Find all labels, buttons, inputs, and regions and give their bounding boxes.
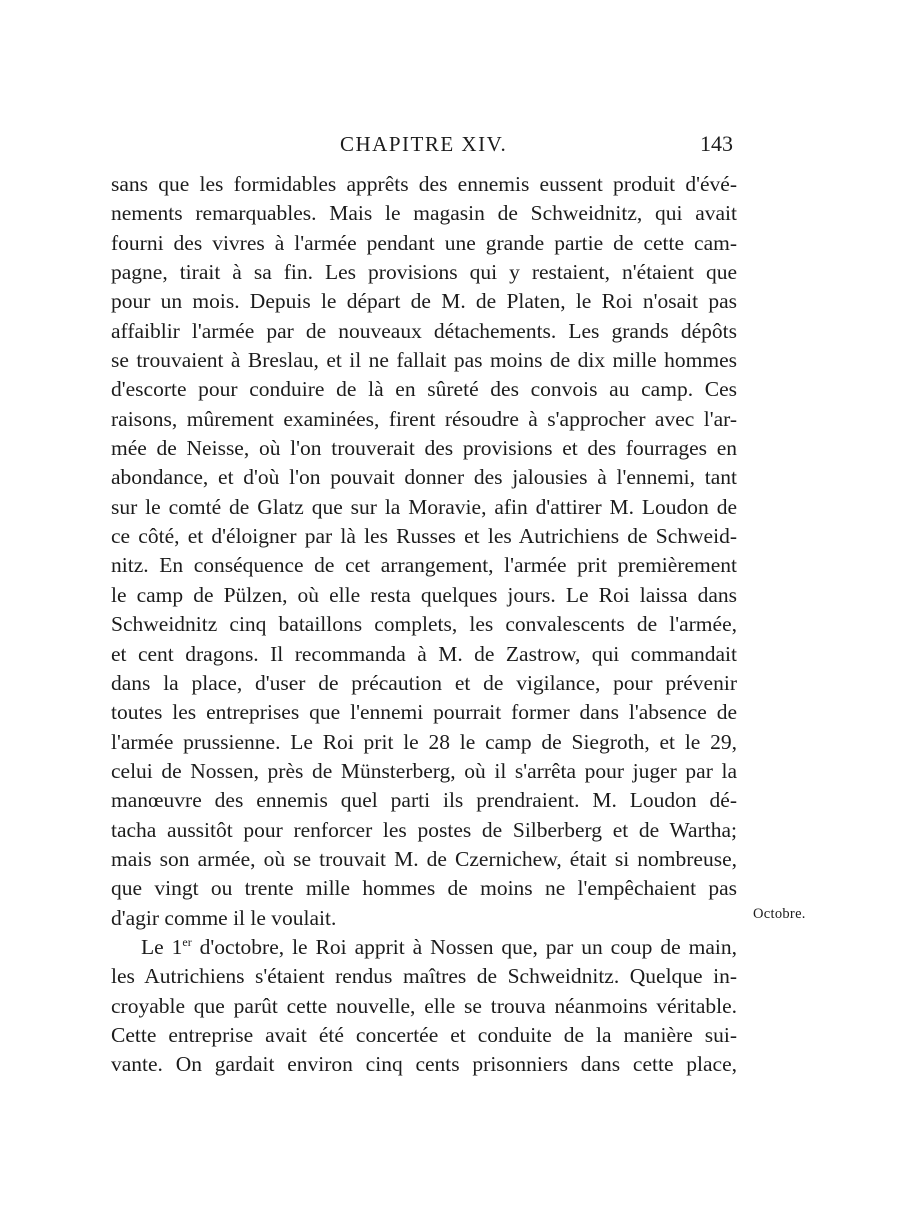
text-line: tacha aussitôt pour renforcer les postes de Silberberg et de Wartha; (111, 817, 737, 842)
text-line: fourni des vivres à l'armée pendant une grande partie de cette cam- (111, 230, 737, 255)
body-text (111, 170, 737, 1080)
margin-note: Octobre. (753, 906, 806, 922)
text-line: ce côté, et d'éloigner par là les Russes et les Autrichiens de Schweid- (111, 524, 737, 549)
running-title: CHAPITRE XIV. (340, 132, 508, 156)
text-line: les Autrichiens s'étaient rendus maîtres de Schweidnitz. Quelque in- (111, 964, 737, 989)
text-line: Cette entreprise avait été concertée et conduite de la manière sui- (111, 1022, 737, 1047)
text-line: l'armée prussienne. Le Roi prit le 28 le camp de Siegroth, et le 29, (111, 729, 737, 754)
page-number: 143 (700, 131, 733, 156)
text-line: abondance, et d'où l'on pouvait donner des jalousies à l'ennemi, tant (111, 465, 737, 490)
text-line: d'agir comme il le voulait. (111, 905, 337, 930)
ordinal-superscript: er (182, 934, 192, 949)
text-line: raisons, mûrement examinées, firent résoudre à s'approcher avec l'ar- (111, 406, 737, 431)
text-line: vante. On gardait environ cinq cents prisonniers dans cette place, (111, 1052, 737, 1077)
text-line: nitz. En conséquence de cet arrangement, l'armée prit premièrement (111, 553, 737, 578)
text-run: Le 1 (141, 934, 183, 959)
text-line: affaiblir l'armée par de nouveaux détachements. Les grands dépôts (111, 318, 737, 343)
text-line: pagne, tirait à sa fin. Les provisions qui y restaient, n'étaient que (111, 260, 737, 285)
text-line-first (111, 933, 737, 962)
text-line: sur le comté de Glatz que sur la Moravie, afin d'attirer M. Loudon de (111, 494, 737, 519)
text-line: croyable que parût cette nouvelle, elle se trouva néanmoins véritable. (111, 993, 737, 1018)
text-line: pour un mois. Depuis le départ de M. de Platen, le Roi n'osait pas (111, 289, 737, 314)
text-run: d'octobre, le Roi apprit à Nossen que, par un coup de main, (191, 934, 737, 959)
text-line: et cent dragons. Il recommanda à M. de Zastrow, qui commandait (111, 641, 737, 666)
text-line: le camp de Pülzen, où elle resta quelques jours. Le Roi laissa dans (111, 582, 737, 607)
paragraph-1 (111, 170, 737, 933)
text-line: dans la place, d'user de précaution et de vigilance, pour prévenir (111, 670, 737, 695)
text-line: d'escorte pour conduire de là en sûreté des convois au camp. Ces (111, 377, 737, 402)
paragraph-2 (111, 933, 737, 1080)
text-line: se trouvaient à Breslau, et il ne fallait pas moins de dix mille hommes (111, 348, 737, 373)
text-line: nements remarquables. Mais le magasin de Schweidnitz, qui avait (111, 201, 737, 226)
text-line: Schweidnitz cinq bataillons complets, les convalescents de l'armée, (111, 612, 737, 637)
text-line: toutes les entreprises que l'ennemi pourrait former dans l'absence de (111, 700, 737, 725)
text-line: mais son armée, où se trouvait M. de Czernichew, était si nombreuse, (111, 846, 737, 871)
text-line: manœuvre des ennemis quel parti ils prendraient. M. Loudon dé- (111, 788, 737, 813)
text-line: que vingt ou trente mille hommes de moins ne l'empêchaient pas (111, 876, 737, 901)
text-line: mée de Neisse, où l'on trouverait des provisions et des fourrages en (111, 436, 737, 461)
text-line: celui de Nossen, près de Münsterberg, où il s'arrêta pour juger par la (111, 758, 737, 783)
text-line: sans que les formidables apprêts des ennemis eussent produit d'évé- (111, 172, 737, 196)
